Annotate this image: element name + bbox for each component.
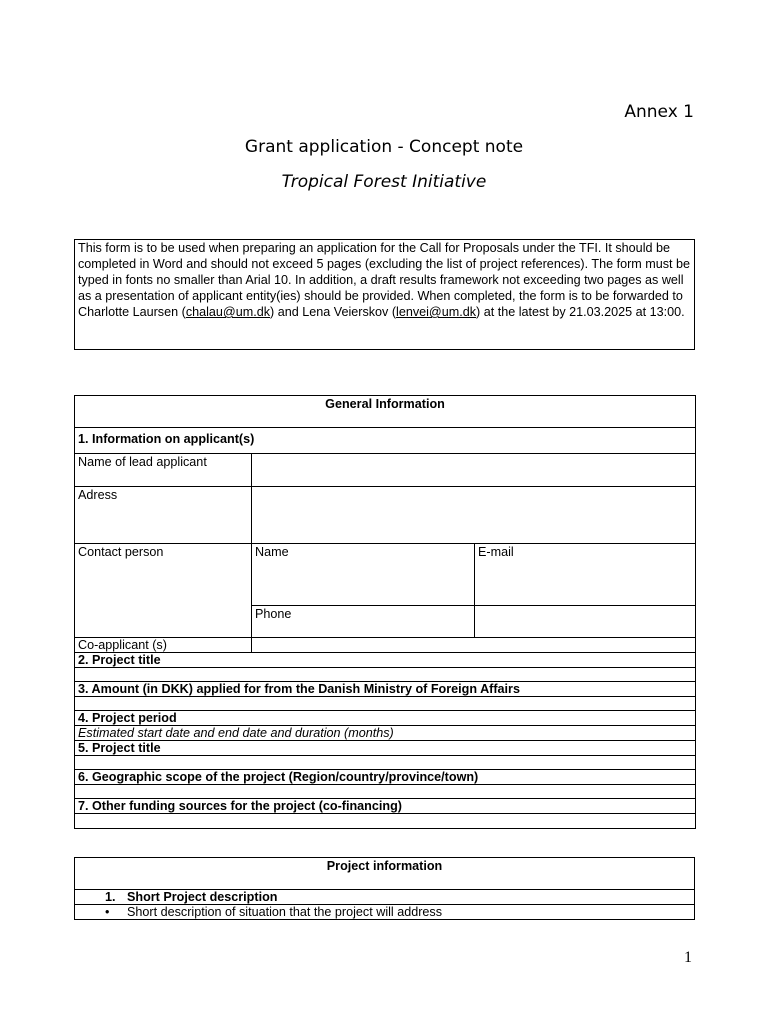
general-information-table [74,395,696,829]
co-applicant-field[interactable] [252,638,696,653]
bullet-icon: • [105,905,110,919]
section-applicant-info: 1. Information on applicant(s) [75,428,696,454]
project-information-header: Project information [75,858,695,890]
email-link-charlotte[interactable]: chalau@um.dk [185,305,271,319]
instructions-text-3: ) at the latest by 21.03.2025 at 13:00. [476,305,685,319]
geographic-scope-field[interactable] [75,785,696,799]
general-information-header: General Information [75,396,696,428]
project-title-field[interactable] [75,668,696,682]
bullet-text: Short description of situation that the project will address [127,905,443,919]
instructions-text-1: This form is to be used when preparing an application for the Call for Proposals under the TFI. It should be completed in Word and should not exceed 5 pages (excluding the list of project references). The form must be typed in fonts no smaller than Arial 10. In addition, a draft results framework not exceeding two pages as well as a presentation of applicant entity(ies) should be provided. When completed, the form is to be forwarded to Charlotte Laursen ( [78,241,691,319]
item-label: Short Project description [127,890,278,904]
instructions-text-2: ) and Lena Veierskov ( [270,305,397,319]
address-label: Adress [75,487,252,544]
lead-applicant-label: Name of lead applicant [75,454,252,487]
co-applicant-label: Co-applicant (s) [75,638,252,653]
contact-phone-label: Phone [255,607,292,621]
contact-email-label: E-mail [478,545,514,559]
amount-field[interactable] [75,697,696,711]
contact-name-label: Name [255,545,289,559]
contact-email-field[interactable] [475,544,696,606]
contact-person-label: Contact person [75,544,252,638]
other-funding-field[interactable] [75,814,696,829]
page-number: 1 [684,949,692,966]
project-title-2-field[interactable] [75,756,696,770]
section-project-title: 2. Project title [75,653,696,668]
project-period-field[interactable]: Estimated start date and end date and duration (months) [75,726,696,741]
contact-phone-field[interactable] [252,606,475,638]
project-description-item [75,890,695,905]
lead-applicant-field[interactable] [252,454,696,487]
annex-label: Annex 1 [624,102,694,122]
item-number: 1. [105,890,116,904]
project-description-bullet[interactable] [75,905,695,920]
section-project-title-2: 5. Project title [75,741,696,756]
email-link-lena[interactable]: lenvei@um.dk [396,305,477,319]
section-other-funding: 7. Other funding sources for the project (co-financing) [75,799,696,814]
contact-phone-extra-field[interactable] [475,606,696,638]
page-title: Grant application - Concept note [244,137,524,157]
section-project-period: 4. Project period [75,711,696,726]
section-amount: 3. Amount (in DKK) applied for from the Danish Ministry of Foreign Affairs [75,682,696,697]
address-field[interactable] [252,487,696,544]
project-information-table [74,857,695,920]
instructions-box [74,239,695,350]
contact-name-field[interactable] [252,544,475,606]
section-geographic-scope: 6. Geographic scope of the project (Region/country/province/town) [75,770,696,785]
page-subtitle: Tropical Forest Initiative [281,172,487,192]
